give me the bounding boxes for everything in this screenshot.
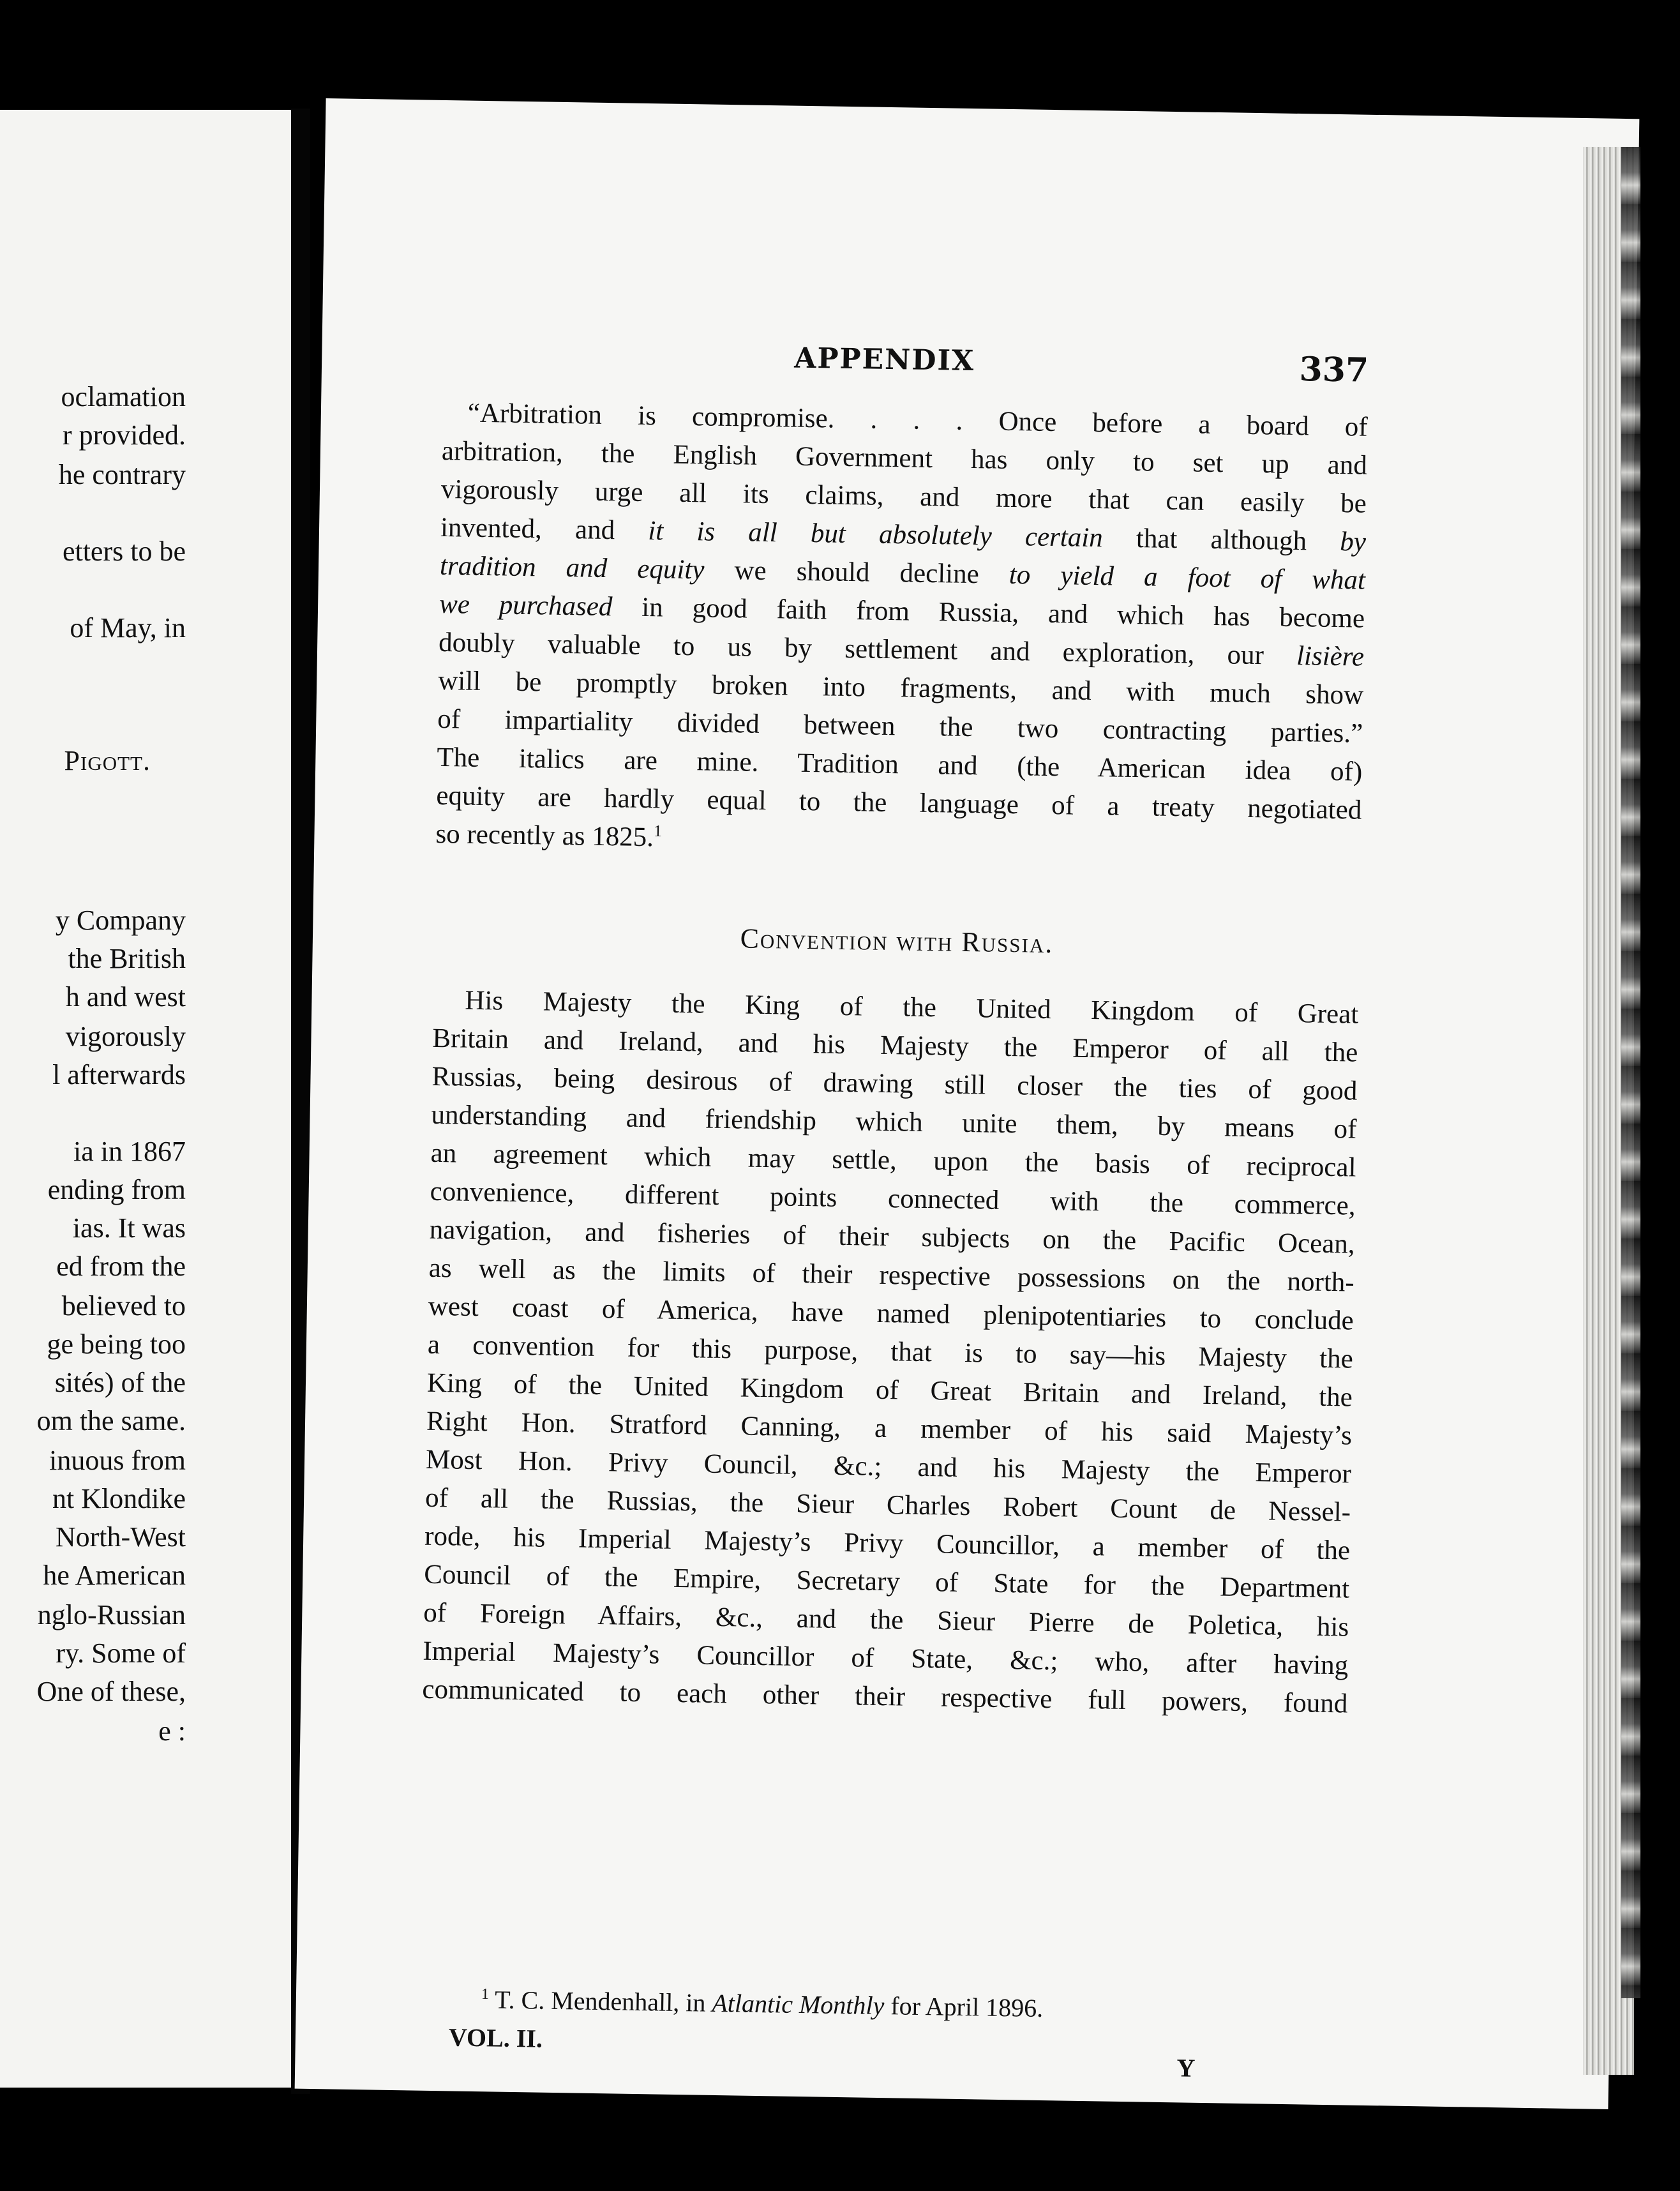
previous-page — [0, 110, 291, 2088]
quotation-line: invented, and it is all but absolutely certain that although by — [440, 512, 1367, 557]
convention-line: understanding and friendship which unite them, by means of — [431, 1099, 1357, 1145]
quotation-paragraph — [435, 394, 1368, 868]
previous-page-line: h and west — [65, 981, 186, 1013]
volume-label: VOL. II. — [448, 2022, 543, 2053]
previous-page-line: e : — [158, 1715, 186, 1747]
convention-line: Imperial Majesty’s Councillor of State, &c.; who, after having — [423, 1636, 1349, 1681]
convention-line: of all the Russias, the Sieur Charles Robert Count de Nessel- — [424, 1482, 1351, 1528]
quotation-line: arbitration, the English Government has only to set up and — [441, 435, 1368, 481]
previous-page-line: ge being too — [47, 1329, 186, 1360]
italic-phrase: it is all but absolutely certain — [647, 516, 1104, 553]
previous-page-line: sités) of the — [54, 1367, 186, 1398]
italic-phrase: by — [1339, 527, 1367, 557]
previous-page-text — [0, 110, 291, 2088]
convention-line: His Majesty the King of the United Kingdom of Great — [465, 985, 1359, 1030]
footnote-reference: 1 — [653, 821, 663, 841]
previous-page-line: believed to — [61, 1290, 186, 1321]
convention-line: Britain and Ireland, and his Majesty the Emperor of all the — [432, 1023, 1358, 1068]
quotation-line: vigorously urge all its claims, and more that can easily be — [440, 474, 1367, 519]
italic-phrase: to yield a foot of what — [1009, 559, 1366, 596]
quotation-line: The italics are mine. Tradition and (the American idea of) — [437, 742, 1363, 787]
italic-phrase: we purchased — [439, 589, 613, 622]
convention-line: Council of the Empire, Secretary of State for the Department — [423, 1559, 1350, 1604]
quotation-line: doubly valuable to us by settlement and exploration, our lisière — [438, 627, 1365, 672]
signature-mark: Y — [1176, 2053, 1196, 2082]
convention-line: of Foreign Affairs, &c., and the Sieur Pierre de Poletica, his — [423, 1597, 1349, 1643]
previous-page-line: oclamation — [61, 381, 186, 412]
signature-line — [416, 2022, 1342, 2082]
previous-page-line: the British — [68, 943, 186, 974]
section-heading: Convention with Russia. — [740, 922, 1054, 960]
quotation-line: “Arbitration is compromise. . . . Once before a board of — [467, 398, 1369, 442]
previous-page-line: Pigott. — [64, 745, 151, 776]
previous-page-line: inuous from — [49, 1445, 186, 1476]
quotation-line: equity are hardly equal to the language of a treaty negotiated — [436, 780, 1362, 825]
previous-page-line: nt Klondike — [52, 1483, 186, 1514]
quotation-last-text: so recently as 1825. — [435, 818, 654, 853]
previous-page-line: etters to be — [62, 536, 186, 567]
quotation-line: tradition and equity we should decline to yield a foot of what — [439, 550, 1366, 596]
previous-page-line: ry. Some of — [56, 1638, 186, 1669]
book-page — [295, 98, 1640, 2109]
italic-phrase: tradition and equity — [439, 550, 705, 585]
convention-line: an agreement which may settle, upon the basis of reciprocal — [430, 1138, 1356, 1183]
convention-line: Most Hon. Privy Council, &c.; and his Majesty the Emperor — [425, 1444, 1352, 1489]
convention-line: rode, his Imperial Majesty’s Privy Councillor, a member of the — [424, 1521, 1351, 1566]
quotation-line: we purchased in good faith from Russia, and which has become — [439, 589, 1365, 634]
running-head-title: APPENDIX — [793, 342, 975, 378]
previous-page-line: he American — [43, 1560, 186, 1591]
quotation-line: of impartiality divided between the two contracting parties.” — [437, 704, 1363, 749]
quotation-line: will be promptly broken into fragments, and with much show — [437, 665, 1364, 711]
previous-page-line: r provided. — [62, 419, 186, 451]
previous-page-line: vigorously — [65, 1021, 186, 1052]
previous-page-line: ending from — [47, 1174, 186, 1205]
convention-line: Russias, being desirous of drawing still closer the ties of good — [431, 1061, 1358, 1106]
previous-page-line: ias. It was — [72, 1212, 186, 1244]
convention-line: west coast of America, have named plenipotentiaries to conclude — [428, 1291, 1354, 1336]
page-content — [422, 100, 1373, 2082]
page-number: 337 — [1299, 350, 1369, 390]
footnote-text-end: for April 1896. — [883, 1991, 1044, 2023]
previous-page-line: of May, in — [70, 612, 186, 644]
previous-page-line: y Company — [55, 905, 186, 936]
previous-page-line: nglo-Russian — [37, 1599, 186, 1630]
previous-page-line: One of these, — [36, 1676, 186, 1707]
previous-page-line: he contrary — [58, 459, 186, 490]
previous-page-line: l afterwards — [52, 1059, 186, 1090]
footnote — [481, 1984, 1248, 2026]
convention-line: King of the United Kingdom of Great Britain and Ireland, the — [426, 1367, 1353, 1413]
footnote-text: T. C. Mendenhall, in — [494, 1985, 712, 2017]
convention-line: Right Hon. Stratford Canning, a member of his said Majesty’s — [426, 1406, 1353, 1451]
running-head — [443, 336, 1369, 389]
convention-line: as well as the limits of their respective possessions on the north- — [428, 1253, 1355, 1298]
footnote-number: 1 — [481, 1985, 490, 2003]
convention-line: communicated to each other their respective full powers, found — [422, 1674, 1348, 1719]
previous-page-line: ed from the — [56, 1251, 186, 1282]
convention-paragraph — [422, 981, 1359, 1724]
convention-line: convenience, different points connected with the commerce, — [430, 1176, 1356, 1221]
convention-line: a convention for this purpose, that is to say—his Majesty the — [427, 1329, 1354, 1374]
italic-phrase: lisière — [1296, 641, 1365, 672]
page-edges-shadow — [1621, 147, 1640, 1998]
previous-page-line: North-West — [55, 1521, 186, 1553]
previous-page-line: ia in 1867 — [73, 1136, 186, 1167]
footnote-italic: Atlantic Monthly — [712, 1988, 885, 2021]
convention-line: navigation, and fisheries of their subjects on the Pacific Ocean, — [429, 1214, 1355, 1260]
previous-page-line: om the same. — [36, 1405, 186, 1436]
